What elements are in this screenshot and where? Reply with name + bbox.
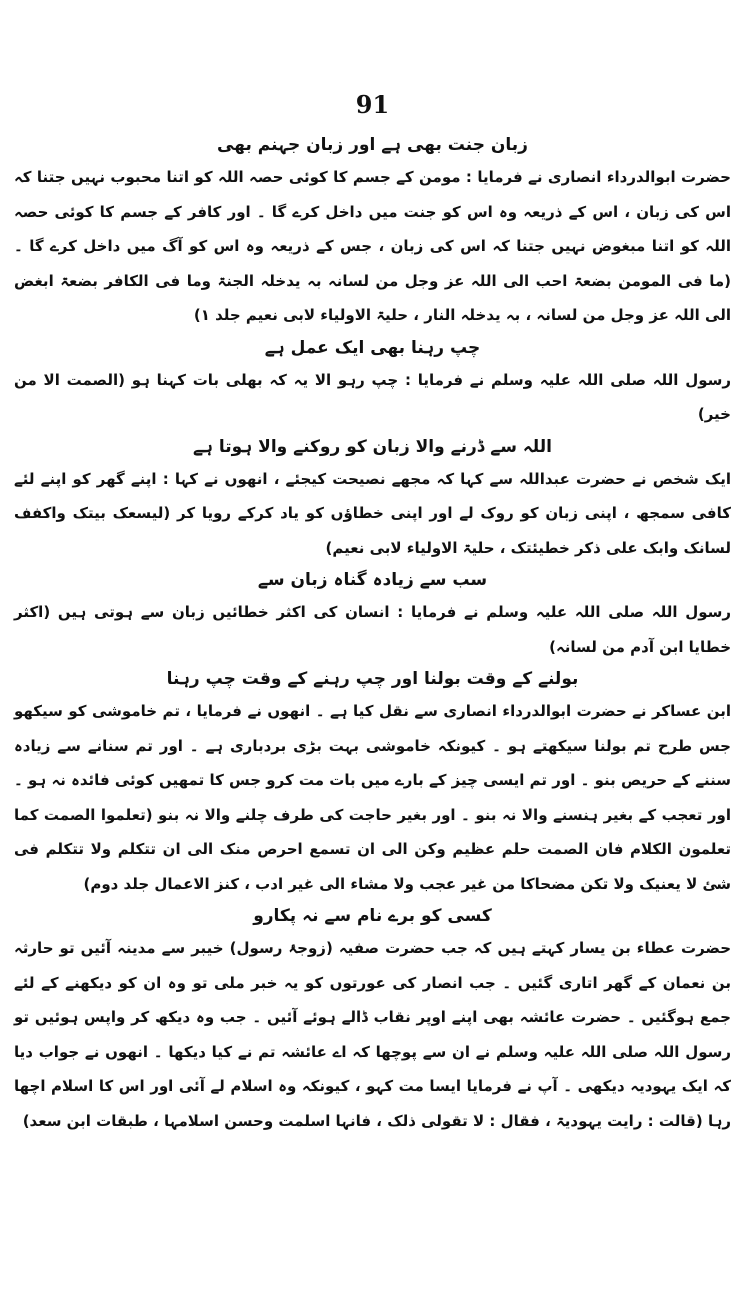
- section-heading: کسی کو برے نام سے نہ پکارو: [253, 906, 492, 926]
- section-heading: سب سے زیادہ گناہ زبان سے: [257, 570, 488, 590]
- section-tongue-paradise-hell: [14, 130, 731, 333]
- section-most-sins-tongue: [14, 565, 731, 664]
- section-paragraph: حضرت عطاء بن یسار کہتے ہیں کہ جب حضرت صفیہ (زوجۂ رسول) خیبر سے مدینہ آئیں تو حارثہ بن نعمان کے گھر اتاری گئیں ۔ جب انصار کی عورتوں کو یہ خبر ملی تو وہ ان کو دیکھنے کے لئے جمع ہوگئیں ۔ حضرت عائشہ بھی اپنے اوپر نقاب ڈالے ہوئے آئیں ۔ جب وہ دیکھ کر واپس ہوئیں تو رسول اللہ صلی اللہ علیہ وسلم نے ان سے پوچھا کہ اے عائشہ تم نے کیا دیکھا ۔ انھوں نے جواب دیا کہ ایک یہودیہ دیکھی ۔ آپ نے فرمایا ایسا مت کہو ، کیونکہ وہ اسلام لے آئی اور اس کا اسلام اچھا رہا (قالت : رایت یہودیۃ ، فقال : لا تقولی ذلک ، فانہا اسلمت وحسن اسلامہا ، طبقات ابن سعد): [14, 939, 731, 1130]
- section-paragraph: حضرت ابوالدرداء انصاری نے فرمایا : مومن کے جسم کا کوئی حصہ اللہ کو اتنا محبوب نہیں جتنا کہ اس کی زبان ، اس کے ذریعہ وہ اس کو جنت میں داخل کرے گا ۔ اور کافر کے جسم کا کوئی حصہ اللہ کو اتنا مبغوض نہیں جتنا کہ اس کی زبان ، جس کے ذریعہ وہ اس کو آگ میں داخل کرے گا ۔ (ما فی المومن بضعۃ احب الی اللہ عز وجل من لسانہ بہ یدخلہ الجنۃ وما فی الکافر بضعۃ ابغض الی اللہ عز وجل من لسانہ ، بہ یدخلہ النار ، حلیۃ الاولیاء لابی نعیم جلد ۱): [14, 168, 731, 324]
- section-paragraph: رسول اللہ صلی اللہ علیہ وسلم نے فرمایا : انسان کی اکثر خطائیں زبان سے ہوتی ہیں (اکثر خطایا ابن آدم من لسانہ): [14, 603, 731, 656]
- section-paragraph: رسول اللہ صلی اللہ علیہ وسلم نے فرمایا : چپ رہو الا یہ کہ بھلی بات کہنا ہو (الصمت الا من خیر): [14, 370, 731, 423]
- section-no-bad-names: [14, 901, 731, 1138]
- section-heading: چپ رہنا بھی ایک عمل ہے: [264, 337, 481, 358]
- section-silence-is-deed: [14, 333, 731, 432]
- section-paragraph: ایک شخص نے حضرت عبداللہ سے کہا کہ مجھے نصیحت کیجئے ، انھوں نے کہا : اپنے گھر کو اپنے لئے کافی سمجھ ، اپنی زبان کو روک لے اور اپنی خطاؤں کو یاد کرکے رویا کر (لیسعک بیتک واکفف لسانک وابک علی ذکر خطیئتک ، حلیۃ الاولیاء لابی نعیم): [14, 469, 731, 557]
- section-heading: زبان جنت بھی ہے اور زبان جہنم بھی: [217, 135, 528, 155]
- page-number: 91: [355, 90, 390, 119]
- section-paragraph: ابن عساکر نے حضرت ابوالدرداء انصاری سے نقل کیا ہے ۔ انھوں نے فرمایا ، تم خاموشی کو سیکھو جس طرح تم بولنا سیکھتے ہو ۔ کیونکہ خاموشی بہت بڑی بردباری ہے ۔ اور تم سنانے سے زیادہ سننے کے حریص بنو ۔ اور تم ایسی چیز کے بارے میں بات مت کرو جس کا تمھیں کوئی فائدہ نہ ہو ۔ اور تعجب کے بغیر ہنسنے والا نہ بنو ۔ اور بغیر حاجت کی طرف چلنے والا نہ بنو (تعلموا الصمت کما تعلمون الکلام فان الصمت حلم عظیم وکن الی ان تسمع احرص منک الی ان تتکلم ولا تتکلم فی شئ لا یعنیک ولا تکن مضحاکا من غیر عجب ولا مشاء الی غیر ادب ، کنز الاعمال جلد دوم): [14, 702, 731, 893]
- section-restrain-tongue: [14, 432, 731, 566]
- section-heading: اللہ سے ڈرنے والا زبان کو روکنے والا ہوتا ہے: [193, 436, 552, 457]
- section-speak-and-silence: [14, 664, 731, 901]
- section-heading: بولنے کے وقت بولنا اور چپ رہنے کے وقت چپ رہنا: [166, 669, 579, 689]
